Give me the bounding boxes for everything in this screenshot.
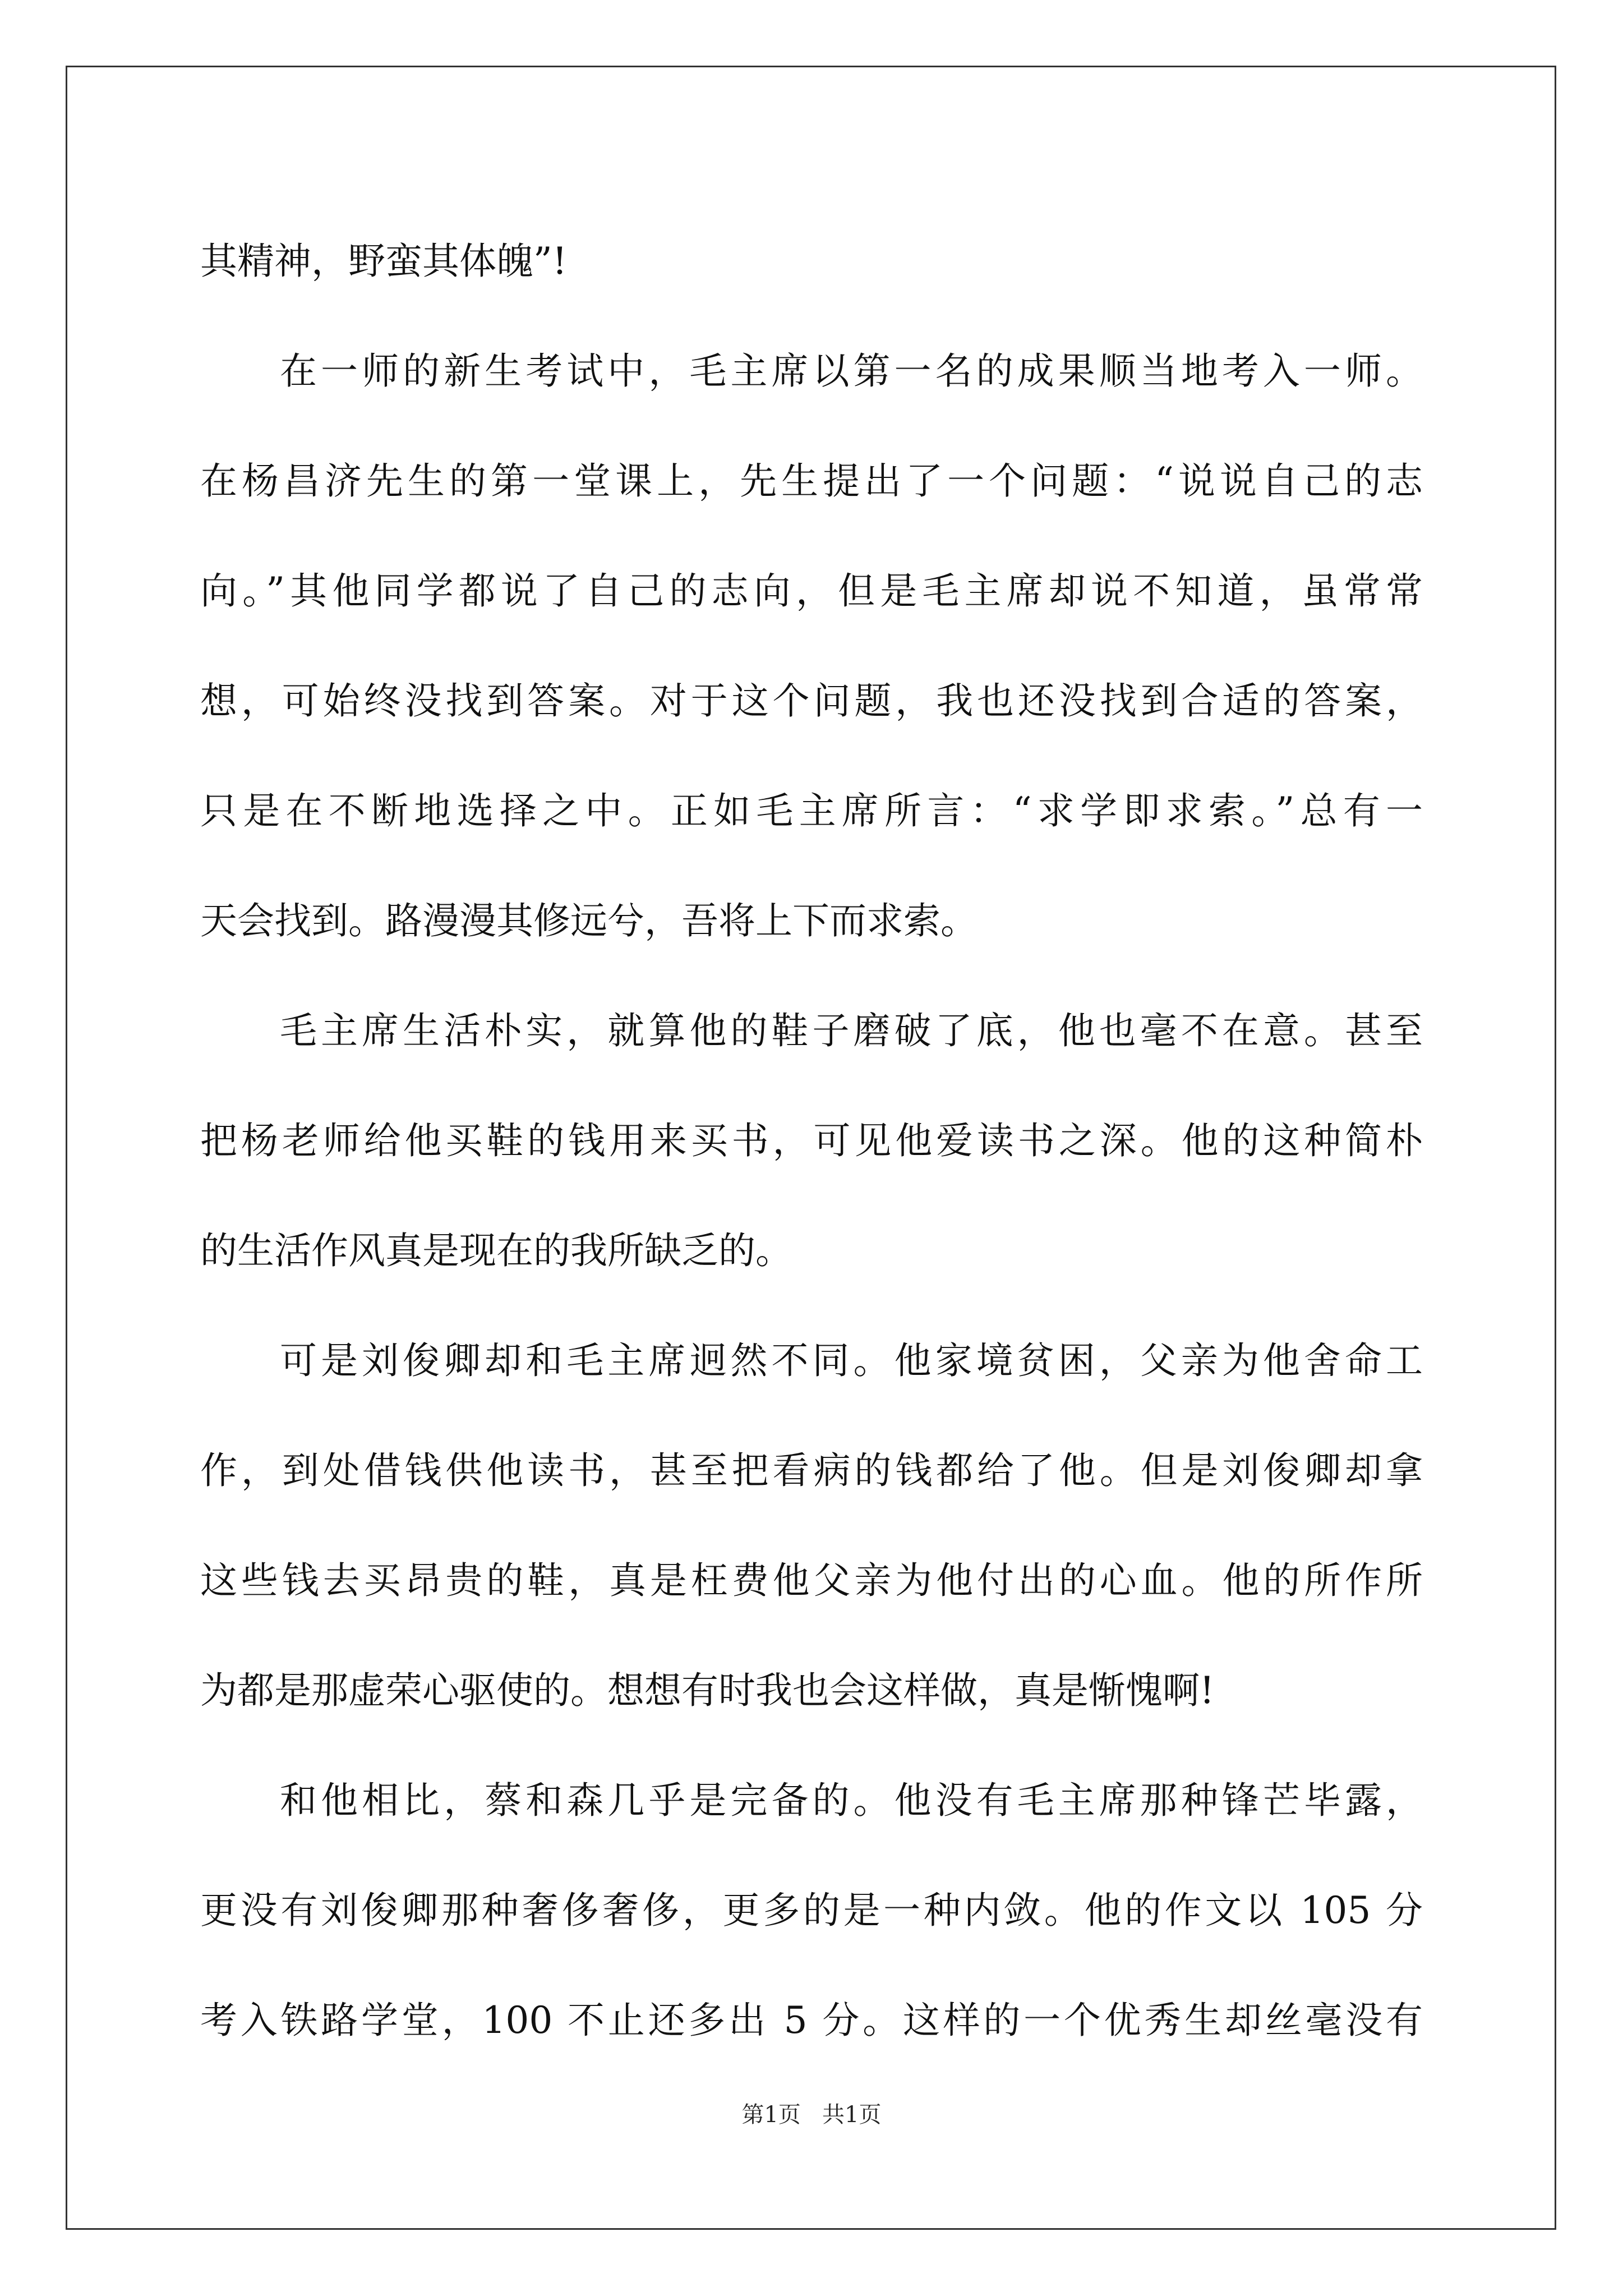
text-line: 其精神，野蛮其体魄”!: [200, 240, 568, 283]
text-line: 只是在不断地选择之中。正如毛主席所言：“求学即求索。”总有一: [200, 789, 1423, 832]
document-body: [200, 206, 1423, 2076]
text-line: 可是刘俊卿却和毛主席迥然不同。他家境贫困，父亲为他舍命工: [280, 1339, 1423, 1382]
text-line: 在一师的新生考试中，毛主席以第一名的成果顺当地考入一师。: [280, 349, 1423, 393]
text-line: 向。”其他同学都说了自己的志向，但是毛主席却说不知道，虽常常: [200, 569, 1423, 613]
text-line: 这些钱去买昂贵的鞋，真是枉费他父亲为他付出的心血。他的所作所: [200, 1559, 1423, 1602]
text-line: 毛主席生活朴实，就算他的鞋子磨破了底，他也毫不在意。甚至: [280, 1009, 1423, 1052]
text-line: 想，可始终没找到答案。对于这个问题，我也还没找到合适的答案，: [200, 679, 1423, 723]
text-line: 在杨昌济先生的第一堂课上，先生提出了一个问题：“说说自己的志: [200, 459, 1423, 503]
text-line: 为都是那虚荣心驱使的。想想有时我也会这样做，真是惭愧啊!: [200, 1669, 1215, 1712]
text-line: 和他相比，蔡和森几乎是完备的。他没有毛主席那种锋芒毕露，: [280, 1779, 1423, 1822]
text-line: 作，到处借钱供他读书，甚至把看病的钱都给了他。但是刘俊卿却拿: [200, 1449, 1423, 1492]
text-line: 天会找到。路漫漫其修远兮，吾将上下而求索。: [200, 899, 978, 942]
text-line: 考入铁路学堂，100 不止还多出 5 分。这样的一个优秀生却丝毫没有: [200, 1999, 1423, 2042]
text-line: 把杨老师给他买鞋的钱用来买书，可见他爱读书之深。他的这种简朴: [200, 1119, 1423, 1162]
page-footer: 第1页 共1页: [741, 2102, 882, 2128]
text-line: 更没有刘俊卿那种奢侈奢侈，更多的是一种内敛。他的作文以 105 分: [200, 1889, 1423, 1932]
text-line: 的生活作风真是现在的我所缺乏的。: [200, 1229, 792, 1272]
